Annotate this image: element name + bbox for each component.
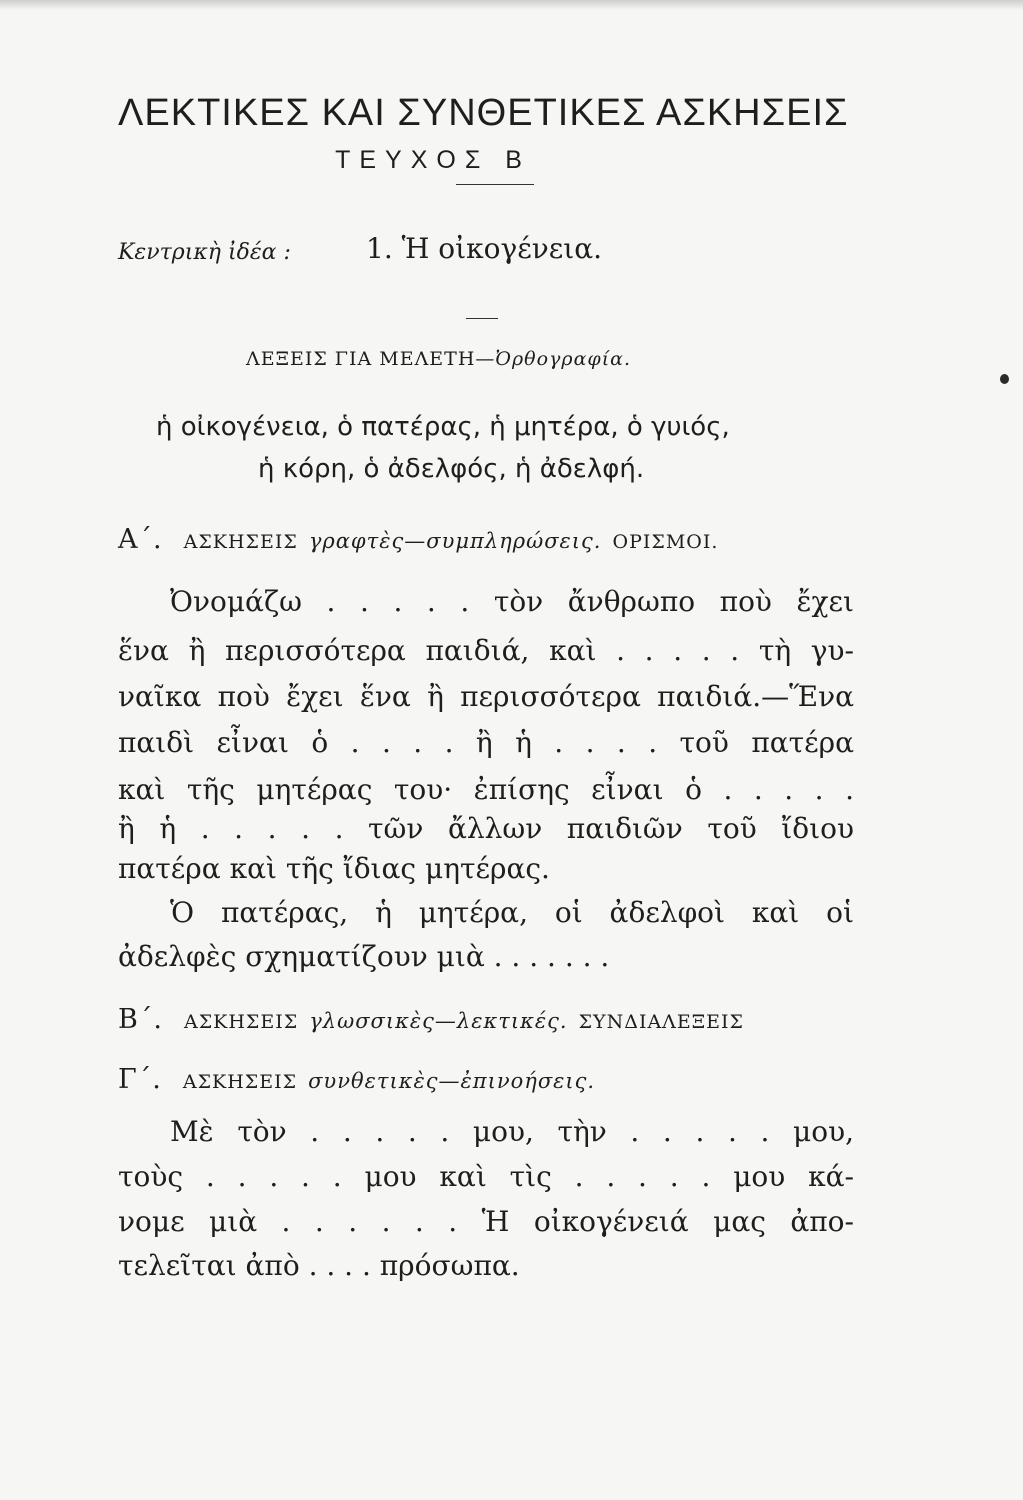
ink-speck [1000, 374, 1009, 384]
exercise-text-line: τοὺς . . . . . μου καὶ τὶς . . . . . μου κά- [118, 1160, 854, 1193]
words-heading [246, 348, 631, 370]
central-idea-label: Κεντρικὴ ἰδέα : [118, 240, 291, 265]
central-idea-text: 1. Ἡ οἰκογένεια. [366, 232, 603, 265]
exercise-text-line: ἀδελφὲς σχηματίζουν μιὰ . . . . . . . [118, 940, 610, 973]
scan-shadow [0, 0, 1023, 10]
exercise-c-heading [118, 1064, 599, 1095]
exercise-text-line: Μὲ τὸν . . . . . μου, τὴν . . . . . μου, [170, 1115, 854, 1148]
exercise-kind: γλωσσικὲς—λεκτικές. [309, 1009, 568, 1033]
exercise-mark: Β΄. [118, 1004, 163, 1035]
exercise-text-line: Ὁ πατέρας, ἡ μητέρα, οἱ ἀδελφοὶ καὶ οἱ [170, 896, 854, 929]
exercise-kind: συνθετικὲς—ἐπινοήσεις. [308, 1069, 596, 1093]
exercise-kind: γραφτὲς—συμπληρώσεις. [308, 529, 602, 553]
exercise-text-line: Ὀνομάζω . . . . . τὸν ἄνθρωπο ποὺ ἔχει [170, 585, 854, 618]
words-heading-italic: Ὀρθογραφία. [495, 348, 632, 370]
exercise-text-line: ἢ ἡ . . . . . τῶν ἄλλων παιδιῶν τοῦ ἴδιου [118, 812, 854, 845]
exercise-label: ΑΣΚΗΣΕΙΣ [183, 531, 298, 553]
exercise-topic: ΣΥΝΔΙΑΛΕΞΕΙΣ [578, 1011, 744, 1033]
exercise-text-line: ἕνα ἢ περισσότερα παιδιά, καὶ . . . . . τὴ γυ- [118, 634, 854, 667]
section-divider [466, 318, 498, 319]
exercise-text-line: τελεῖται ἀπὸ . . . . πρόσωπα. [118, 1249, 520, 1282]
title-underline [456, 184, 534, 185]
page-title: ΛΕΚΤΙΚΕΣ ΚΑΙ ΣΥΝΘΕΤΙΚΕΣ ΑΣΚΗΣΕΙΣ [118, 92, 849, 134]
exercise-text-line: ναῖκα ποὺ ἔχει ἕνα ἢ περισσότερα παιδιά.—Ἕνα [118, 680, 854, 713]
exercise-mark: Γ΄. [118, 1064, 162, 1095]
vocab-line: ἡ οἰκογένεια, ὁ πατέρας, ἡ μητέρα, ὁ γυιός, [156, 412, 730, 442]
words-heading-text: ΛΕΞΕΙΣ ΓΙΑ ΜΕΛΕΤΗ— [246, 348, 496, 370]
exercise-a-heading [118, 524, 718, 555]
volume-subtitle: ΤΕΥΧΟΣ Β [335, 146, 531, 174]
exercise-b-heading [118, 1004, 744, 1035]
exercise-label: ΑΣΚΗΣΕΙΣ [183, 1011, 299, 1033]
vocab-line: ἡ κόρη, ὁ ἀδελφός, ἡ ἀδελφή. [258, 454, 645, 484]
exercise-text-line: καὶ τῆς μητέρας του· ἐπίσης εἶναι ὁ . . . . . [118, 773, 854, 806]
exercise-text-line: παιδὶ εἶναι ὁ . . . . ἢ ἡ . . . . τοῦ πατέρα [118, 726, 854, 759]
exercise-text-line: νομε μιὰ . . . . . . Ἡ οἰκογένειά μας ἀπο- [118, 1205, 854, 1238]
exercise-label: ΑΣΚΗΣΕΙΣ [182, 1071, 298, 1093]
exercise-text-line: πατέρα καὶ τῆς ἴδιας μητέρας. [118, 852, 550, 885]
exercise-topic: ΟΡΙΣΜΟΙ. [612, 531, 719, 553]
exercise-mark: Α΄. [118, 524, 163, 555]
